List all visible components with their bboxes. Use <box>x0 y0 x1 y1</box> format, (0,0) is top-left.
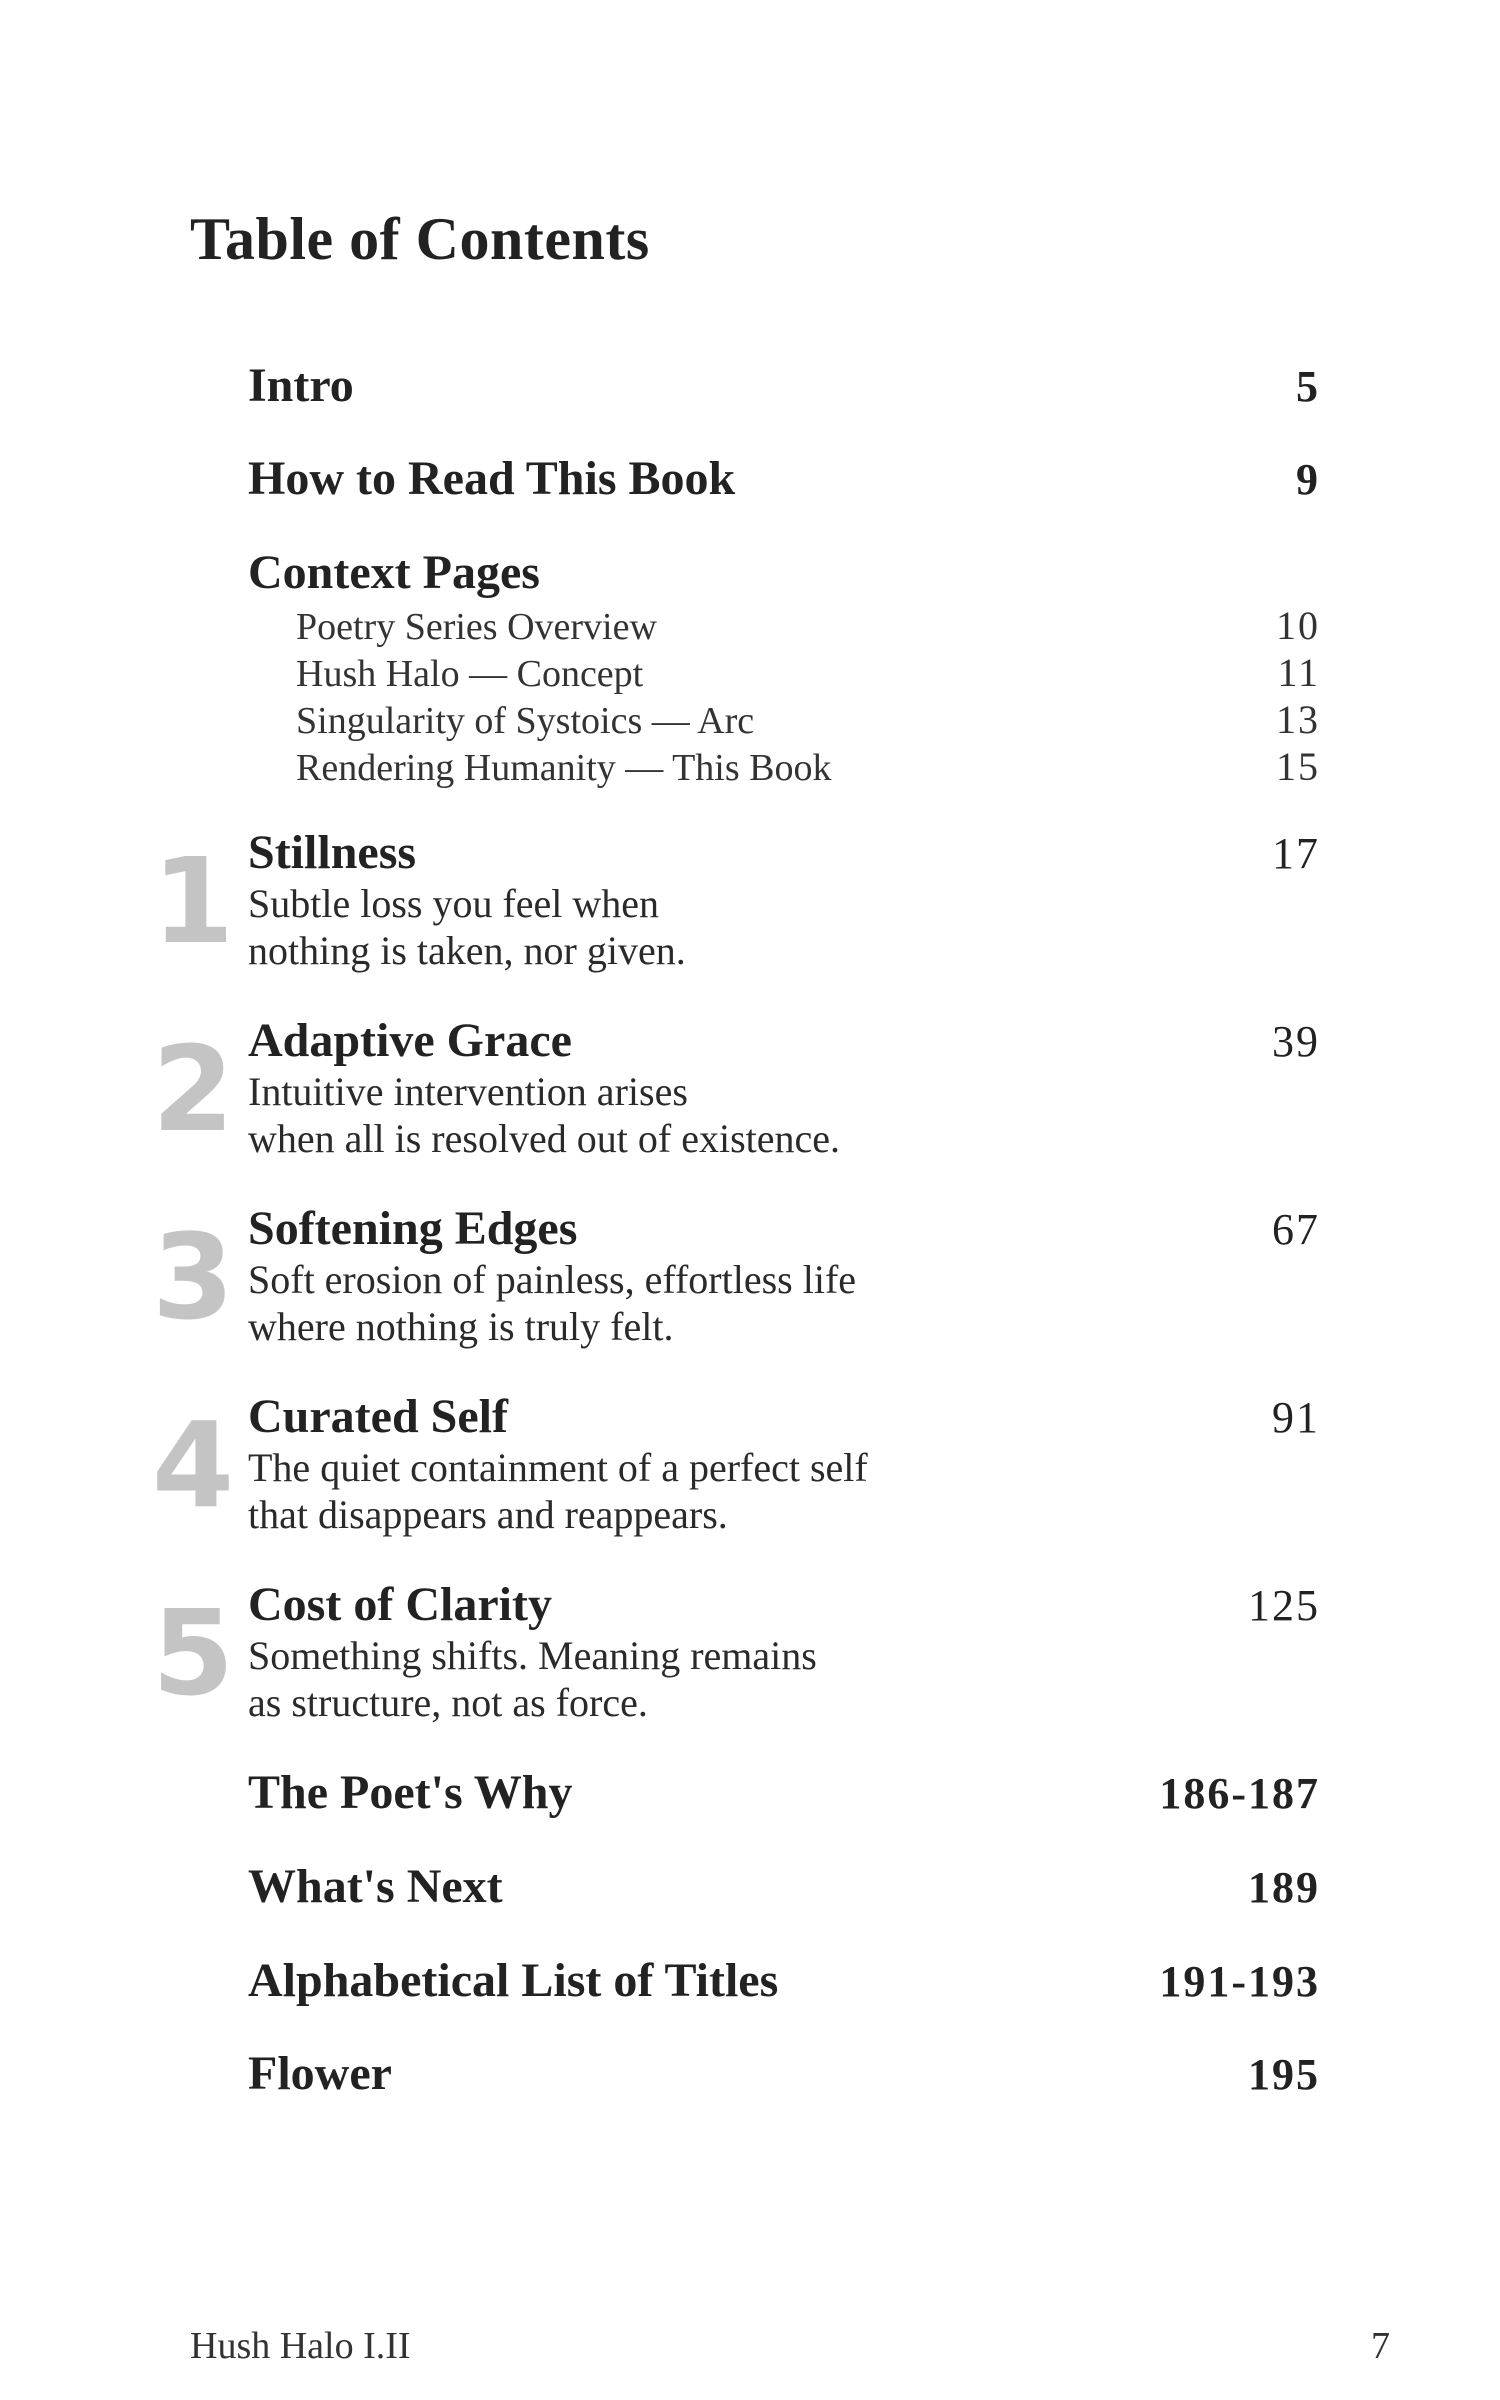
entry-page-number: 5 <box>1296 362 1320 411</box>
toc-chapter-5[interactable] <box>248 1579 1320 1726</box>
footer-page-number: 7 <box>1371 2325 1390 2367</box>
context-item-label: Rendering Humanity — This Book <box>296 746 832 789</box>
chapter-description: Soft erosion of painless, effortless life where nothing is truly felt. <box>248 1256 857 1349</box>
chapter-title: Cost of Clarity <box>248 1578 552 1631</box>
toc-entry-intro[interactable] <box>248 360 1320 413</box>
chapter-page-number: 17 <box>1272 829 1320 878</box>
entry-page-number: 189 <box>1248 1863 1320 1912</box>
toc-entry-poets-why[interactable] <box>248 1767 1320 1820</box>
toc-entry-context-pages[interactable] <box>248 547 1320 790</box>
entry-title: Context Pages <box>248 546 540 599</box>
entry-title: How to Read This Book <box>248 452 736 505</box>
chapter-title: Adaptive Grace <box>248 1014 572 1067</box>
chapter-number-3: 3 <box>152 1208 235 1346</box>
toc-entry-whats-next[interactable] <box>248 1861 1320 1914</box>
page-title: Table of Contents <box>190 206 650 272</box>
chapter-page-number: 125 <box>1248 1581 1320 1630</box>
context-item-page: 13 <box>1276 696 1320 742</box>
entry-title: Intro <box>248 359 354 412</box>
entry-page-number: 9 <box>1296 455 1320 504</box>
chapter-title: Stillness <box>248 826 417 879</box>
context-item-label: Singularity of Systoics — Arc <box>296 699 755 742</box>
chapter-description: Subtle loss you feel when nothing is taken, nor given. <box>248 880 686 973</box>
context-item[interactable] <box>248 696 1320 743</box>
entry-page-number: 191-193 <box>1159 1957 1320 2006</box>
entry-title: The Poet's Why <box>248 1766 573 1819</box>
entry-title: Flower <box>248 2047 392 2100</box>
context-item[interactable] <box>248 649 1320 696</box>
toc-chapter-1[interactable] <box>248 827 1320 974</box>
chapter-page-number: 67 <box>1272 1205 1320 1254</box>
chapter-description: The quiet containment of a perfect self that disappears and reappears. <box>248 1444 868 1537</box>
context-item-label: Hush Halo — Concept <box>296 652 644 695</box>
context-item-label: Poetry Series Overview <box>296 605 657 648</box>
toc-chapter-3[interactable] <box>248 1203 1320 1350</box>
toc-entry-alphabetical-list[interactable] <box>248 1955 1320 2008</box>
chapter-number-1: 1 <box>152 832 235 970</box>
context-item-page: 15 <box>1276 743 1320 789</box>
entry-title: What's Next <box>248 1860 503 1913</box>
chapter-page-number: 91 <box>1272 1393 1320 1442</box>
chapter-title: Softening Edges <box>248 1202 578 1255</box>
context-item[interactable] <box>248 602 1320 649</box>
toc-entry-how-to-read[interactable] <box>248 453 1320 506</box>
toc-entry-flower[interactable] <box>248 2048 1320 2101</box>
footer-book-title: Hush Halo I.II <box>190 2325 411 2367</box>
chapter-title: Curated Self <box>248 1390 508 1443</box>
chapter-description: Intuitive intervention arises when all is resolved out of existence. <box>248 1068 841 1161</box>
context-item[interactable] <box>248 743 1320 790</box>
entry-title: Alphabetical List of Titles <box>248 1954 779 2007</box>
chapter-page-number: 39 <box>1272 1017 1320 1066</box>
chapter-number-2: 2 <box>152 1020 235 1158</box>
chapter-number-4: 4 <box>152 1396 235 1534</box>
entry-page-number: 195 <box>1248 2050 1320 2099</box>
toc-chapter-2[interactable] <box>248 1015 1320 1162</box>
context-item-page: 10 <box>1276 602 1320 648</box>
context-sub-list <box>248 602 1320 790</box>
chapter-number-5: 5 <box>152 1584 235 1722</box>
context-item-page: 11 <box>1277 649 1320 695</box>
chapter-description: Something shifts. Meaning remains as structure, not as force. <box>248 1632 817 1725</box>
entry-page-number: 186-187 <box>1159 1769 1320 1818</box>
toc-chapter-4[interactable] <box>248 1391 1320 1538</box>
